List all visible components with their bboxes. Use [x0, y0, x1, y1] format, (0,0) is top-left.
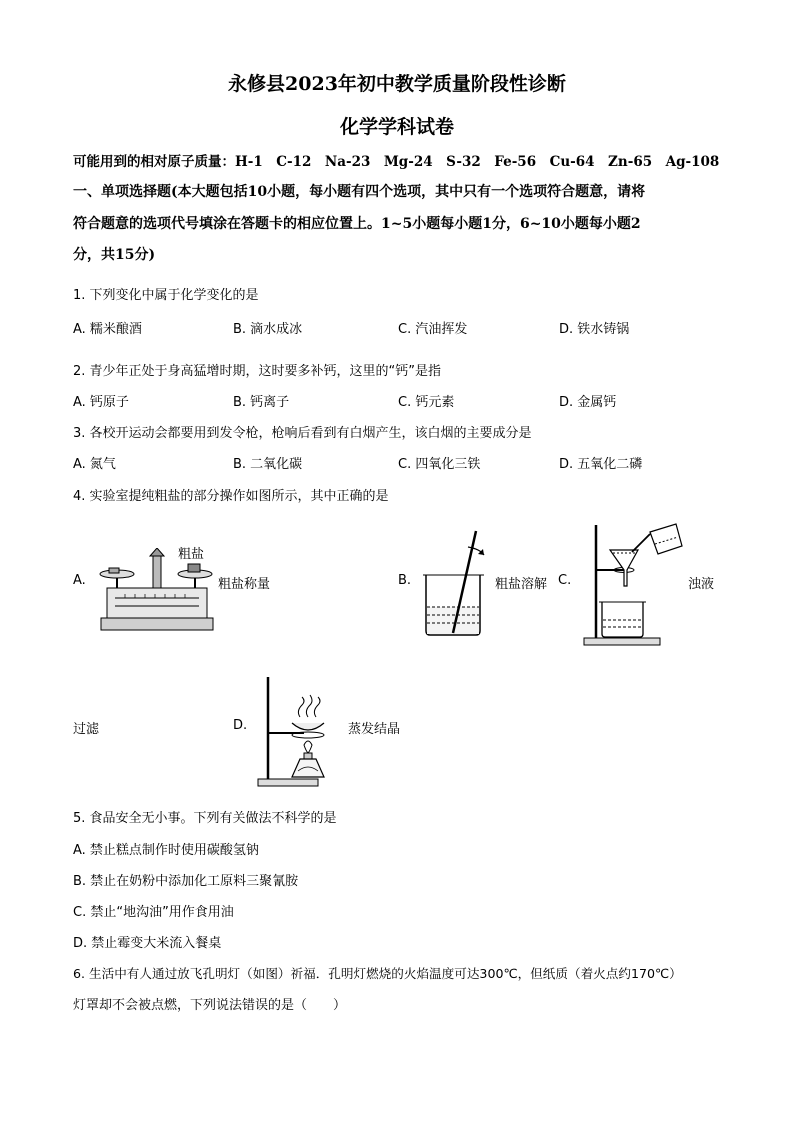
section1-line2: 符合题意的选项代号填涂在答题卡的相应位置上。1~5小题每小题1分，6~10小题每小题2: [73, 216, 641, 232]
q4-b-caption: 粗盐溶解: [495, 577, 548, 592]
section1-line3: 分，共15分): [73, 247, 156, 263]
exam-subtitle: 化学学科试卷: [339, 116, 454, 138]
question-1-option-d: D. 铁水铸锅: [559, 322, 630, 337]
atomic-masses: 可能用到的相对原子质量：H-1 C-12 Na-23 Mg-24 S-32 Fe-56 Cu-64 Zn-65 Ag-108: [73, 154, 720, 170]
q4-c-caption-filter: 过滤: [73, 722, 100, 737]
question-5-option-a: A. 禁止糕点制作时使用碳酸氢钠: [73, 843, 259, 858]
q4-option-c-letter: C.: [558, 573, 572, 588]
question-6-line2: 灯罩却不会被点燃，下列说法错误的是（ ）: [73, 998, 347, 1013]
question-3-option-c: C. 四氧化三铁: [398, 457, 481, 472]
question-2-option-d: D. 金属钙: [559, 395, 617, 410]
q4-a-caption: 粗盐称量: [218, 577, 271, 592]
q4-option-a-letter: A.: [73, 573, 86, 588]
question-3-option-b: B. 二氧化碳: [233, 457, 303, 472]
q4-c-caption-turbid: 浊液: [688, 577, 715, 592]
question-5-stem: 5. 食品安全无小事。下列有关做法不科学的是: [73, 811, 337, 826]
q4-option-d-letter: D.: [233, 718, 248, 733]
evaporation-illustration: [256, 673, 346, 788]
q4-option-b-letter: B.: [398, 573, 412, 588]
question-3-option-d: D. 五氧化二磷: [559, 457, 643, 472]
question-2-stem: 2. 青少年正处于身高猛增时期，这时要多补钙，这里的“钙”是指: [73, 364, 442, 379]
question-6-line1: 6. 生活中有人通过放飞孔明灯（如图）祈福．孔明灯燃烧的火焰温度可达300℃，但纸质（着火点约170℃）: [73, 966, 682, 981]
question-5-option-c: C. 禁止“地沟油”用作食用油: [73, 905, 234, 920]
question-1-option-a: A. 糯米酿酒: [73, 322, 142, 337]
question-4-stem: 4. 实验室提纯粗盐的部分操作如图所示，其中正确的是: [73, 489, 389, 504]
beaker-dissolve-illustration: [418, 527, 493, 639]
balance-illustration: [95, 548, 220, 633]
question-1-stem: 1. 下列变化中属于化学变化的是: [73, 288, 259, 303]
q4-d-caption: 蒸发结晶: [348, 722, 401, 737]
question-5-option-b: B. 禁止在奶粉中添加化工原料三聚氰胺: [73, 874, 299, 889]
question-2-option-b: B. 钙离子: [233, 395, 290, 410]
question-5-option-d: D. 禁止霉变大米流入餐桌: [73, 936, 222, 951]
question-3-option-a: A. 氮气: [73, 457, 116, 472]
exam-title: 永修县2023年初中教学质量阶段性诊断: [228, 73, 566, 95]
section1-line1: 一、单项选择题(本大题包括10小题，每小题有四个选项，其中只有一个选项符合题意，请将: [73, 184, 646, 200]
question-3-stem: 3. 各校开运动会都要用到发令枪，枪响后看到有白烟产生，该白烟的主要成分是: [73, 426, 532, 441]
question-2-option-c: C. 钙元素: [398, 395, 455, 410]
question-1-option-c: C. 汽油挥发: [398, 322, 468, 337]
filtration-illustration: [580, 520, 690, 648]
q4-a-label-crude-salt: 粗盐: [178, 547, 205, 562]
question-2-option-a: A. 钙原子: [73, 395, 129, 410]
question-1-option-b: B. 滴水成冰: [233, 322, 303, 337]
